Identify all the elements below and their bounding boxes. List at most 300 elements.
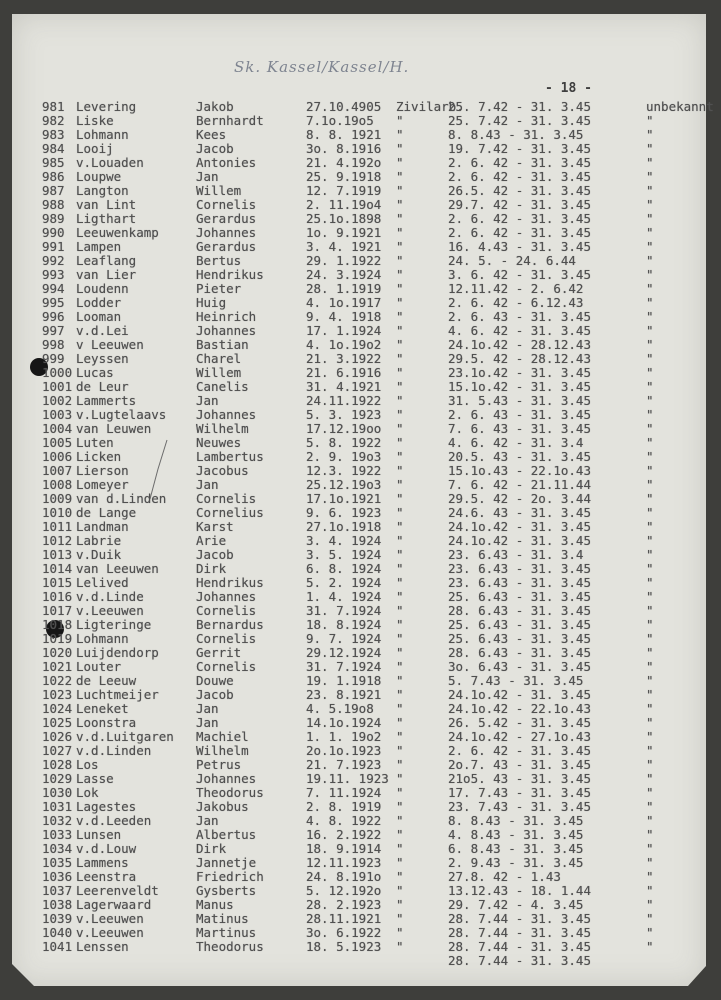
row-number: 1002	[42, 393, 73, 408]
period-cell: 24.1o.42 - 22.1o.43	[448, 701, 591, 716]
period-cell: 25. 7.42 - 31. 3.45	[448, 99, 591, 114]
status-cell: "	[646, 421, 654, 436]
surname-cell: Labrie	[76, 533, 122, 548]
table-row	[12, 380, 706, 394]
occupation-cell: "	[396, 435, 404, 450]
occupation-cell: "	[396, 379, 404, 394]
occupation-cell: "	[396, 309, 404, 324]
firstname-cell: Jan	[196, 169, 219, 184]
row-number: 982	[42, 113, 65, 128]
status-cell: "	[646, 729, 654, 744]
surname-cell: v.Louaden	[76, 155, 144, 170]
occupation-cell: "	[396, 575, 404, 590]
period-cell: 6. 8.43 - 31. 3.45	[448, 841, 584, 856]
birthdate-cell: 21. 3.1922	[306, 351, 382, 366]
period-cell: 26.5. 42 - 31. 3.45	[448, 183, 591, 198]
occupation-cell: "	[396, 645, 404, 660]
period-cell: 24.1o.42 - 28.12.43	[448, 337, 591, 352]
occupation-cell: "	[396, 925, 404, 940]
status-cell: "	[646, 477, 654, 492]
occupation-cell: "	[396, 799, 404, 814]
surname-cell: Loudenn	[76, 281, 129, 296]
firstname-cell: Jan	[196, 393, 219, 408]
row-number: 995	[42, 295, 65, 310]
surname-cell: v.d.Linde	[76, 589, 144, 604]
surname-cell: Licken	[76, 449, 122, 464]
row-number: 996	[42, 309, 65, 324]
status-cell: "	[646, 813, 654, 828]
surname-cell: van Leuwen	[76, 421, 152, 436]
table-row	[12, 744, 706, 758]
surname-cell: Lohmann	[76, 127, 129, 142]
surname-cell: van d.Linden	[76, 491, 167, 506]
table-row	[12, 772, 706, 786]
period-cell: 27.8. 42 - 1.43	[448, 869, 561, 884]
firstname-cell: Petrus	[196, 757, 242, 772]
period-cell: 12.11.42 - 2. 6.42	[448, 281, 584, 296]
period-cell: 8. 8.43 - 31. 3.45	[448, 127, 584, 142]
firstname-cell: Pieter	[196, 281, 242, 296]
birthdate-cell: 18. 5.1923	[306, 939, 382, 954]
surname-cell: v.d.Linden	[76, 743, 152, 758]
surname-cell: Lammens	[76, 855, 129, 870]
table-row	[12, 548, 706, 562]
occupation-cell: "	[396, 141, 404, 156]
table-row	[12, 912, 706, 926]
row-number: 1031	[42, 799, 73, 814]
occupation-cell: "	[396, 603, 404, 618]
occupation-cell: "	[396, 883, 404, 898]
birthdate-cell: 4. 5.19o8	[306, 701, 374, 716]
period-cell: 28. 7.44 - 31. 3.45	[448, 953, 591, 968]
status-cell: "	[646, 785, 654, 800]
status-cell: "	[646, 855, 654, 870]
surname-cell: de Leur	[76, 379, 129, 394]
row-number: 1013	[42, 547, 73, 562]
firstname-cell: Jacobus	[196, 463, 249, 478]
firstname-cell: Dirk	[196, 561, 227, 576]
birthdate-cell: 5. 12.192o	[306, 883, 382, 898]
occupation-cell: "	[396, 841, 404, 856]
row-number: 990	[42, 225, 65, 240]
firstname-cell: Martinus	[196, 925, 257, 940]
row-number: 1032	[42, 813, 73, 828]
surname-cell: v Leeuwen	[76, 337, 144, 352]
table-row	[12, 954, 706, 968]
surname-cell: Levering	[76, 99, 137, 114]
occupation-cell: "	[396, 505, 404, 520]
birthdate-cell: 28. 1.1919	[306, 281, 382, 296]
occupation-cell: "	[396, 197, 404, 212]
surname-cell: Liske	[76, 113, 114, 128]
birthdate-cell: 29.12.1924	[306, 645, 382, 660]
occupation-cell: "	[396, 771, 404, 786]
status-cell: "	[646, 911, 654, 926]
surname-cell: v.d.Leeden	[76, 813, 152, 828]
period-cell: 24.6. 43 - 31. 3.45	[448, 505, 591, 520]
surname-cell: Luten	[76, 435, 114, 450]
status-cell: "	[646, 673, 654, 688]
table-row	[12, 338, 706, 352]
occupation-cell: "	[396, 631, 404, 646]
table-row	[12, 114, 706, 128]
table-row	[12, 464, 706, 478]
row-number: 1030	[42, 785, 73, 800]
period-cell: 31. 5.43 - 31. 3.45	[448, 393, 591, 408]
row-number: 1004	[42, 421, 73, 436]
firstname-cell: Kees	[196, 127, 227, 142]
table-row	[12, 884, 706, 898]
firstname-cell: Heinrich	[196, 309, 257, 324]
row-number: 1036	[42, 869, 73, 884]
occupation-cell: "	[396, 701, 404, 716]
status-cell: "	[646, 645, 654, 660]
status-cell: "	[646, 309, 654, 324]
birthdate-cell: 28.11.1921	[306, 911, 382, 926]
occupation-cell: "	[396, 169, 404, 184]
firstname-cell: Jan	[196, 715, 219, 730]
occupation-cell: "	[396, 323, 404, 338]
status-cell: "	[646, 491, 654, 506]
table-row	[12, 618, 706, 632]
table-row	[12, 730, 706, 744]
surname-cell: Leeuwenkamp	[76, 225, 159, 240]
table-row	[12, 758, 706, 772]
table-row	[12, 310, 706, 324]
status-cell: "	[646, 687, 654, 702]
occupation-cell: "	[396, 365, 404, 380]
occupation-cell: "	[396, 295, 404, 310]
row-number: 1029	[42, 771, 73, 786]
firstname-cell: Gerardus	[196, 211, 257, 226]
table-row	[12, 660, 706, 674]
firstname-cell: Johannes	[196, 323, 257, 338]
firstname-cell: Jan	[196, 701, 219, 716]
surname-cell: Leerenveldt	[76, 883, 159, 898]
birthdate-cell: 4. 1o.1917	[306, 295, 382, 310]
birthdate-cell: 23. 8.1921	[306, 687, 382, 702]
birthdate-cell: 28. 2.1923	[306, 897, 382, 912]
occupation-cell: "	[396, 491, 404, 506]
occupation-cell: "	[396, 939, 404, 954]
status-cell: "	[646, 407, 654, 422]
firstname-cell: Cornelius	[196, 505, 264, 520]
row-number: 1010	[42, 505, 73, 520]
page-number: - 18 -	[545, 81, 592, 96]
firstname-cell: Lambertus	[196, 449, 264, 464]
surname-cell: Landman	[76, 519, 129, 534]
firstname-cell: Willem	[196, 365, 242, 380]
row-number: 1018	[42, 617, 73, 632]
row-number: 1033	[42, 827, 73, 842]
period-cell: 23. 7.43 - 31. 3.45	[448, 799, 591, 814]
occupation-cell: "	[396, 337, 404, 352]
table-row	[12, 184, 706, 198]
period-cell: 24.1o.42 - 31. 3.45	[448, 519, 591, 534]
row-number: 983	[42, 127, 65, 142]
status-cell: "	[646, 323, 654, 338]
firstname-cell: Hendrikus	[196, 267, 264, 282]
surname-cell: v.Leeuwen	[76, 925, 144, 940]
row-number: 998	[42, 337, 65, 352]
period-cell: 29.7. 42 - 31. 3.45	[448, 197, 591, 212]
period-cell: 23. 6.43 - 31. 3.45	[448, 561, 591, 576]
period-cell: 2. 6. 42 - 31. 3.45	[448, 225, 591, 240]
surname-cell: Lenssen	[76, 939, 129, 954]
occupation-cell: "	[396, 911, 404, 926]
surname-cell: Lodder	[76, 295, 122, 310]
firstname-cell: Douwe	[196, 673, 234, 688]
status-cell: "	[646, 743, 654, 758]
table-row	[12, 296, 706, 310]
occupation-cell: Zivilarb.	[396, 99, 464, 114]
occupation-cell: "	[396, 477, 404, 492]
surname-cell: Louter	[76, 659, 122, 674]
period-cell: 3o. 6.43 - 31. 3.45	[448, 659, 591, 674]
firstname-cell: Charel	[196, 351, 242, 366]
period-cell: 23. 6.43 - 31. 3.4	[448, 547, 584, 562]
birthdate-cell: 21. 4.192o	[306, 155, 382, 170]
status-cell: "	[646, 113, 654, 128]
firstname-cell: Albertus	[196, 827, 257, 842]
row-number: 1021	[42, 659, 73, 674]
surname-cell: Looman	[76, 309, 122, 324]
period-cell: 2o.7. 43 - 31. 3.45	[448, 757, 591, 772]
row-number: 1037	[42, 883, 73, 898]
occupation-cell: "	[396, 463, 404, 478]
status-cell: "	[646, 715, 654, 730]
table-row	[12, 520, 706, 534]
firstname-cell: Dirk	[196, 841, 227, 856]
row-number: 1001	[42, 379, 73, 394]
occupation-cell: "	[396, 547, 404, 562]
period-cell: 2. 6. 43 - 31. 3.45	[448, 407, 591, 422]
status-cell: "	[646, 197, 654, 212]
table-row	[12, 352, 706, 366]
period-cell: 2. 6. 43 - 31. 3.45	[448, 309, 591, 324]
occupation-cell: "	[396, 239, 404, 254]
table-row	[12, 450, 706, 464]
birthdate-cell: 5. 8. 1922	[306, 435, 382, 450]
occupation-cell: "	[396, 897, 404, 912]
surname-cell: v.Leeuwen	[76, 603, 144, 618]
table-row	[12, 702, 706, 716]
occupation-cell: "	[396, 393, 404, 408]
period-cell: 28. 7.44 - 31. 3.45	[448, 939, 591, 954]
status-cell: "	[646, 519, 654, 534]
status-cell: "	[646, 533, 654, 548]
period-cell: 4. 6. 42 - 31. 3.45	[448, 323, 591, 338]
birthdate-cell: 19. 1.1918	[306, 673, 382, 688]
birthdate-cell: 3o. 8.1916	[306, 141, 382, 156]
surname-cell: Lomeyer	[76, 477, 129, 492]
surname-cell: Leaflang	[76, 253, 137, 268]
firstname-cell: Johannes	[196, 771, 257, 786]
status-cell: "	[646, 589, 654, 604]
birthdate-cell: 12. 7.1919	[306, 183, 382, 198]
row-number: 1024	[42, 701, 73, 716]
occupation-cell: "	[396, 127, 404, 142]
status-cell: "	[646, 267, 654, 282]
row-number: 1034	[42, 841, 73, 856]
birthdate-cell: 31. 7.1924	[306, 603, 382, 618]
row-number: 1039	[42, 911, 73, 926]
table-row	[12, 226, 706, 240]
period-cell: 29.5. 42 - 28.12.43	[448, 351, 591, 366]
status-cell: "	[646, 253, 654, 268]
period-cell: 2. 6. 42 - 31. 3.45	[448, 155, 591, 170]
occupation-cell: "	[396, 253, 404, 268]
birthdate-cell: 21. 6.1916	[306, 365, 382, 380]
status-cell: "	[646, 127, 654, 142]
table-row	[12, 604, 706, 618]
period-cell: 25. 6.43 - 31. 3.45	[448, 631, 591, 646]
period-cell: 2. 6. 42 - 31. 3.45	[448, 211, 591, 226]
table-row	[12, 674, 706, 688]
occupation-cell: "	[396, 533, 404, 548]
status-cell: "	[646, 757, 654, 772]
firstname-cell: Wilhelm	[196, 743, 249, 758]
occupation-cell: "	[396, 757, 404, 772]
status-cell: "	[646, 659, 654, 674]
row-number: 1016	[42, 589, 73, 604]
firstname-cell: Neuwes	[196, 435, 242, 450]
birthdate-cell: 3. 4. 1924	[306, 533, 382, 548]
table-row	[12, 646, 706, 660]
occupation-cell: "	[396, 113, 404, 128]
surname-cell: Luchtmeijer	[76, 687, 159, 702]
birthdate-cell: 14.1o.1924	[306, 715, 382, 730]
occupation-cell: "	[396, 687, 404, 702]
surname-cell: Lasse	[76, 771, 114, 786]
table-row	[12, 422, 706, 436]
period-cell: 16. 4.43 - 31. 3.45	[448, 239, 591, 254]
table-row	[12, 436, 706, 450]
status-cell: "	[646, 435, 654, 450]
birthdate-cell: 1o. 9.1921	[306, 225, 382, 240]
firstname-cell: Jacob	[196, 141, 234, 156]
status-cell: "	[646, 211, 654, 226]
table-row	[12, 99, 714, 114]
birthdate-cell: 25.12.19o3	[306, 477, 382, 492]
table-row	[12, 814, 706, 828]
birthdate-cell: 19.11. 1923	[306, 771, 389, 786]
occupation-cell: "	[396, 617, 404, 632]
birthdate-cell: 16. 2.1922	[306, 827, 382, 842]
period-cell: 5. 7.43 - 31. 3.45	[448, 673, 584, 688]
row-number: 1026	[42, 729, 73, 744]
birthdate-cell: 31. 4.1921	[306, 379, 382, 394]
status-cell: "	[646, 841, 654, 856]
surname-cell: Loupwe	[76, 169, 122, 184]
status-cell: "	[646, 463, 654, 478]
firstname-cell: Willem	[196, 183, 242, 198]
birthdate-cell: 27.10.4905	[306, 99, 382, 114]
table-row	[12, 940, 706, 954]
row-number: 1028	[42, 757, 73, 772]
table-row	[12, 786, 706, 800]
period-cell: 2. 6. 42 - 31. 3.45	[448, 743, 591, 758]
row-number: 1027	[42, 743, 73, 758]
status-cell: "	[646, 449, 654, 464]
firstname-cell: Arie	[196, 533, 227, 548]
row-number: 1015	[42, 575, 73, 590]
table-row	[12, 926, 706, 940]
surname-cell: v.Lugtelaavs	[76, 407, 167, 422]
birthdate-cell: 29. 1.1922	[306, 253, 382, 268]
occupation-cell: "	[396, 673, 404, 688]
row-number: 988	[42, 197, 65, 212]
row-number: 1041	[42, 939, 73, 954]
firstname-cell: Gerardus	[196, 239, 257, 254]
table-row	[12, 716, 706, 730]
surname-cell: Lucas	[76, 365, 114, 380]
row-number: 993	[42, 267, 65, 282]
occupation-cell: "	[396, 519, 404, 534]
occupation-cell: "	[396, 589, 404, 604]
occupation-cell: "	[396, 155, 404, 170]
surname-cell: Langton	[76, 183, 129, 198]
row-number: 991	[42, 239, 65, 254]
birthdate-cell: 31. 7.1924	[306, 659, 382, 674]
surname-cell: Lagerwaard	[76, 897, 152, 912]
status-cell: "	[646, 365, 654, 380]
table-row	[12, 562, 706, 576]
period-cell: 29. 7.42 - 4. 3.45	[448, 897, 584, 912]
period-cell: 2. 9.43 - 31. 3.45	[448, 855, 584, 870]
birthdate-cell: 4. 8. 1922	[306, 813, 382, 828]
birthdate-cell: 9. 6. 1923	[306, 505, 382, 520]
surname-cell: van Leeuwen	[76, 561, 159, 576]
table-row	[12, 492, 706, 506]
birthdate-cell: 12.11.1923	[306, 855, 382, 870]
firstname-cell: Karst	[196, 519, 234, 534]
row-number: 999	[42, 351, 65, 366]
period-cell: 21o5. 43 - 31. 3.45	[448, 771, 591, 786]
birthdate-cell: 18. 9.1914	[306, 841, 382, 856]
occupation-cell: "	[396, 869, 404, 884]
birthdate-cell: 9. 4. 1918	[306, 309, 382, 324]
surname-cell: Leneket	[76, 701, 129, 716]
surname-cell: de Leeuw	[76, 673, 137, 688]
status-cell: "	[646, 631, 654, 646]
occupation-cell: "	[396, 715, 404, 730]
period-cell: 7. 6. 42 - 21.11.44	[448, 477, 591, 492]
period-cell: 28. 7.44 - 31. 3.45	[448, 925, 591, 940]
row-number: 981	[42, 99, 65, 114]
surname-cell: Lagestes	[76, 799, 137, 814]
occupation-cell: "	[396, 281, 404, 296]
surname-cell: v.d.Luitgaren	[76, 729, 174, 744]
row-number: 1025	[42, 715, 73, 730]
row-number: 1038	[42, 897, 73, 912]
status-cell: "	[646, 925, 654, 940]
occupation-cell: "	[396, 211, 404, 226]
birthdate-cell: 3. 5. 1924	[306, 547, 382, 562]
period-cell: 7. 6. 43 - 31. 3.45	[448, 421, 591, 436]
surname-cell: Ligthart	[76, 211, 137, 226]
row-number: 1008	[42, 477, 73, 492]
surname-cell: Lampen	[76, 239, 122, 254]
surname-cell: van Lint	[76, 197, 137, 212]
status-cell: "	[646, 701, 654, 716]
firstname-cell: Canelis	[196, 379, 249, 394]
table-row	[12, 534, 706, 548]
document-page	[12, 14, 714, 986]
occupation-cell: "	[396, 183, 404, 198]
status-cell: "	[646, 897, 654, 912]
birthdate-cell: 21. 7.1923	[306, 757, 382, 772]
